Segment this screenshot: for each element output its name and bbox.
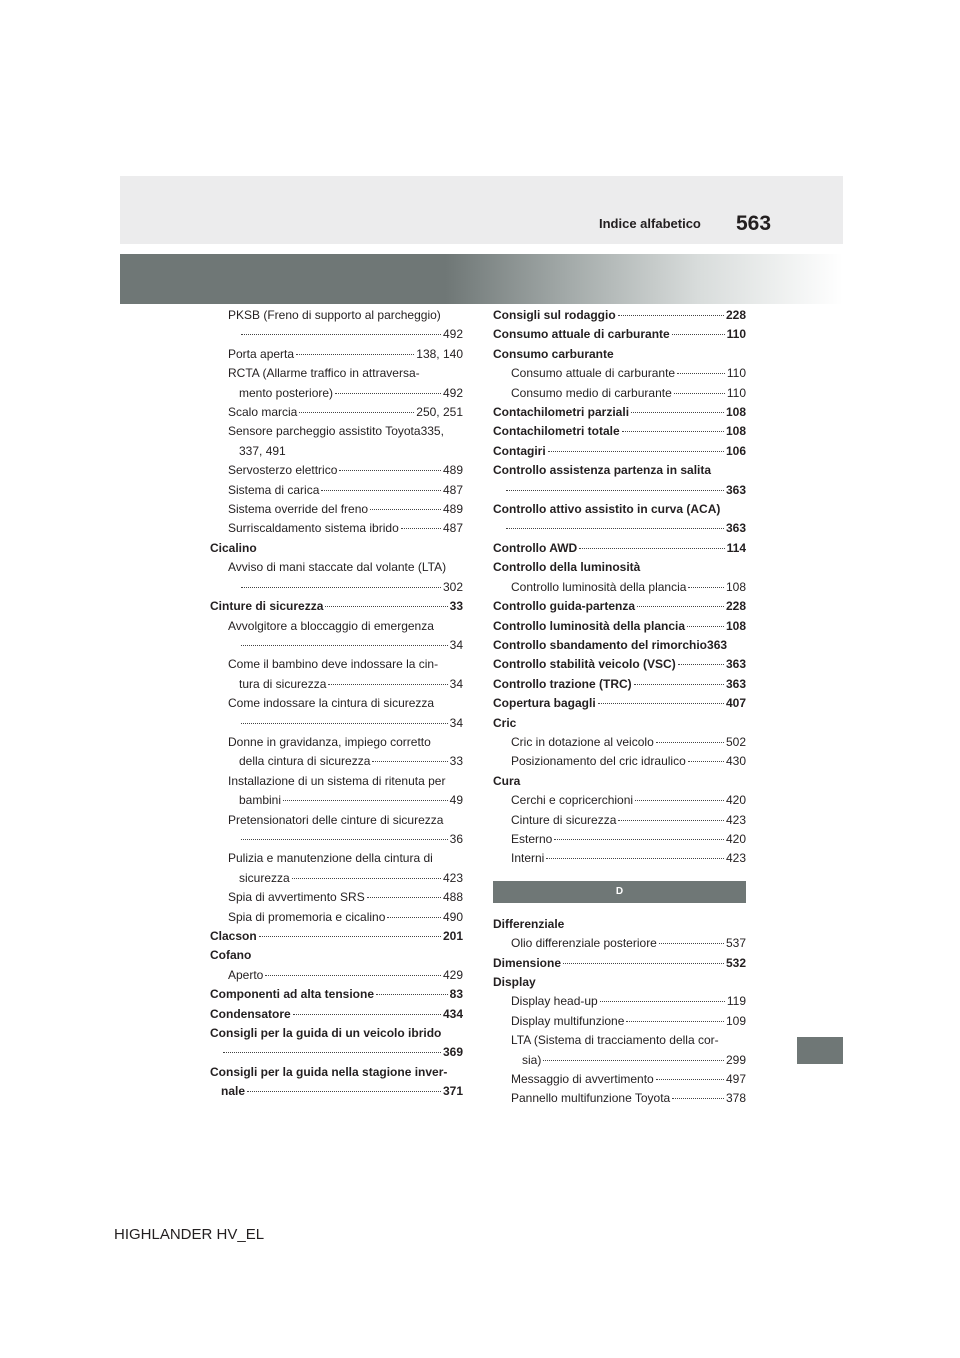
entry-page-ref[interactable]: 228 bbox=[725, 308, 746, 322]
entry-page-ref[interactable]: 250, 251 bbox=[416, 405, 463, 420]
index-subentry bbox=[493, 752, 746, 771]
entry-page-ref[interactable]: 33 bbox=[449, 599, 463, 614]
entry-page-ref[interactable]: 110 bbox=[726, 366, 746, 381]
entry-text: Controllo attivo assistito in curva (ACA) bbox=[493, 502, 721, 517]
entry-text: RCTA (Allarme traffico in attraversa- bbox=[228, 366, 420, 381]
index-subentry bbox=[210, 636, 463, 655]
dot-leader bbox=[678, 664, 724, 665]
entry-page-ref[interactable]: 502 bbox=[725, 734, 746, 749]
index-entry bbox=[493, 636, 746, 655]
index-subentry bbox=[210, 384, 463, 403]
header-gradient-bar bbox=[120, 254, 843, 304]
index-subentry bbox=[493, 791, 746, 810]
index-subentry bbox=[493, 578, 746, 597]
index-entry bbox=[493, 597, 746, 616]
entry-text: Cric in dotazione al veicolo bbox=[511, 734, 654, 749]
index-subentry bbox=[210, 733, 463, 752]
index-subentry bbox=[210, 578, 463, 597]
entry-page-ref[interactable]: 407 bbox=[725, 696, 746, 711]
entry-text: Controllo trazione (TRC) bbox=[493, 676, 632, 691]
index-subentry bbox=[210, 364, 463, 383]
dot-leader bbox=[241, 334, 441, 335]
index-subentry bbox=[210, 811, 463, 830]
entry-page-ref[interactable]: 487 bbox=[442, 521, 463, 536]
entry-text: Servosterzo elettrico bbox=[228, 463, 338, 478]
index-entry bbox=[210, 1005, 463, 1024]
header-band bbox=[120, 176, 843, 244]
dot-leader bbox=[546, 858, 724, 859]
entry-page-ref[interactable]: 492 bbox=[442, 385, 463, 400]
entry-text: Spia di promemoria e cicalino bbox=[228, 909, 386, 924]
entry-text: mento posteriore) bbox=[239, 385, 334, 400]
entry-text: nale bbox=[221, 1084, 246, 1099]
entry-page-ref[interactable]: 371 bbox=[442, 1084, 463, 1099]
entry-text: Pulizia e manutenzione della cintura di bbox=[228, 851, 433, 866]
entry-text: Consigli per la guida nella stagione inver- bbox=[210, 1064, 448, 1079]
entry-text: Dimensione bbox=[493, 955, 562, 970]
entry-page-ref[interactable]: 109 bbox=[725, 1013, 746, 1028]
dot-leader bbox=[387, 917, 441, 918]
index-entry bbox=[210, 1024, 463, 1043]
dot-leader bbox=[637, 606, 724, 607]
index-entry bbox=[493, 519, 746, 538]
section-thumb-tab bbox=[797, 1037, 843, 1064]
index-entry bbox=[210, 927, 463, 946]
index-entry bbox=[493, 714, 746, 733]
dot-leader bbox=[626, 1021, 724, 1022]
entry-text: Copertura bagagli bbox=[493, 696, 596, 711]
entry-page-ref[interactable]: 299 bbox=[725, 1052, 746, 1067]
entry-text: 337, 491 bbox=[239, 443, 286, 458]
dot-leader bbox=[293, 1014, 441, 1015]
entry-text: Pretensionatori delle cinture di sicurezza bbox=[228, 812, 444, 827]
entry-text: Cinture di sicurezza bbox=[511, 812, 617, 827]
index-entry bbox=[493, 500, 746, 519]
entry-text: Donne in gravidanza, impiego corretto bbox=[228, 734, 431, 749]
index-subentry bbox=[493, 934, 746, 953]
index-entry bbox=[210, 1043, 463, 1062]
entry-text: Avvolgitore a bloccaggio di emergenza bbox=[228, 618, 434, 633]
dot-leader bbox=[688, 761, 724, 762]
entry-page-ref[interactable]: 108 bbox=[725, 424, 746, 439]
index-subentry bbox=[493, 849, 746, 868]
dot-leader bbox=[241, 839, 448, 840]
page-number: 563 bbox=[736, 212, 772, 235]
index-entry bbox=[493, 325, 746, 344]
entry-page-ref[interactable]: 434 bbox=[442, 1006, 463, 1021]
entry-page-ref[interactable]: 429 bbox=[442, 967, 463, 982]
entry-text: Surriscaldamento sistema ibrido bbox=[228, 521, 399, 536]
dot-leader bbox=[335, 393, 441, 394]
dot-leader bbox=[292, 878, 441, 879]
entry-page-ref[interactable]: 369 bbox=[442, 1045, 463, 1060]
dot-leader bbox=[325, 606, 447, 607]
entry-page-ref[interactable]: 537 bbox=[725, 936, 746, 951]
entry-text: Controllo luminosità della plancia bbox=[511, 579, 687, 594]
index-entry bbox=[493, 915, 746, 934]
dot-leader bbox=[554, 839, 724, 840]
dot-leader bbox=[283, 800, 448, 801]
entry-page-ref[interactable]: 201 bbox=[442, 929, 463, 943]
index-subentry bbox=[210, 869, 463, 888]
entry-page-ref[interactable]: 36 bbox=[449, 831, 463, 846]
index-subentry bbox=[493, 1051, 746, 1070]
dot-leader bbox=[241, 645, 448, 646]
entry-text: Interni bbox=[511, 851, 545, 866]
entry-text: Consumo medio di carburante bbox=[511, 385, 672, 400]
dot-leader bbox=[247, 1091, 441, 1092]
index-entry bbox=[210, 539, 463, 558]
index-entry bbox=[493, 539, 746, 558]
dot-leader bbox=[241, 723, 448, 724]
index-column-left bbox=[210, 306, 463, 1102]
index-entry bbox=[210, 1063, 463, 1082]
entry-page-ref[interactable]: 363 bbox=[725, 657, 746, 672]
index-entry bbox=[493, 403, 746, 422]
entry-text: Scalo marcia bbox=[228, 405, 298, 420]
index-entry bbox=[493, 617, 746, 636]
entry-text: Cinture di sicurezza bbox=[210, 599, 324, 614]
entry-text: Cerchi e copricerchioni bbox=[511, 793, 634, 808]
entry-page-ref[interactable]: 363 bbox=[725, 482, 746, 497]
entry-text: bambini bbox=[239, 793, 282, 808]
entry-page-ref[interactable]: 489 bbox=[442, 502, 463, 517]
index-entry bbox=[493, 675, 746, 694]
dot-leader bbox=[506, 528, 724, 529]
entry-text: Contagiri bbox=[493, 443, 546, 458]
entry-text: sicurezza bbox=[239, 870, 290, 885]
entry-text: Cofano bbox=[210, 948, 252, 963]
entry-page-ref[interactable]: 423 bbox=[725, 851, 746, 866]
dot-leader bbox=[618, 820, 724, 821]
dot-leader bbox=[656, 1079, 724, 1080]
entry-text: Controllo AWD bbox=[493, 540, 578, 555]
index-entry bbox=[493, 422, 746, 441]
entry-text: Controllo luminosità della plancia bbox=[493, 618, 686, 633]
index-subentry bbox=[493, 1031, 746, 1050]
entry-page-ref[interactable]: 108 bbox=[725, 579, 746, 594]
entry-text: Sistema di carica bbox=[228, 482, 320, 497]
index-subentry bbox=[493, 811, 746, 830]
index-entry bbox=[493, 345, 746, 364]
dot-leader bbox=[674, 393, 725, 394]
entry-page-ref[interactable]: 420 bbox=[725, 831, 746, 846]
index-entry bbox=[493, 954, 746, 973]
entry-text: Controllo sbandamento del rimorchio363 bbox=[493, 637, 728, 652]
entry-page-ref[interactable]: 420 bbox=[725, 793, 746, 808]
dot-leader bbox=[259, 936, 441, 937]
entry-text: Esterno bbox=[511, 831, 553, 846]
index-entry bbox=[210, 985, 463, 1004]
dot-leader bbox=[656, 742, 724, 743]
section-title: Indice alfabetico bbox=[599, 216, 701, 231]
entry-page-ref[interactable]: 114 bbox=[726, 540, 746, 555]
entry-page-ref[interactable]: 430 bbox=[725, 754, 746, 769]
dot-leader bbox=[223, 1052, 441, 1053]
index-subentry bbox=[493, 1012, 746, 1031]
index-entry bbox=[493, 655, 746, 674]
dot-leader bbox=[600, 1001, 725, 1002]
entry-page-ref[interactable]: 106 bbox=[725, 443, 746, 458]
index-subentry bbox=[210, 791, 463, 810]
entry-page-ref[interactable]: 378 bbox=[725, 1091, 746, 1106]
dot-leader bbox=[677, 373, 725, 374]
entry-text: Condensatore bbox=[210, 1006, 291, 1021]
index-subentry bbox=[210, 908, 463, 927]
entry-text: Consumo carburante bbox=[493, 346, 614, 361]
index-entry bbox=[493, 558, 746, 577]
index-column-right bbox=[493, 306, 746, 1109]
index-subentry bbox=[210, 752, 463, 771]
index-subentry bbox=[210, 558, 463, 577]
dot-leader bbox=[372, 761, 447, 762]
index-subentry bbox=[210, 714, 463, 733]
footer-model: HIGHLANDER HV_EL bbox=[114, 1226, 265, 1243]
entry-text: Porta aperta bbox=[228, 346, 295, 361]
dot-leader bbox=[401, 528, 441, 529]
entry-page-ref[interactable]: 302 bbox=[442, 579, 463, 594]
index-subentry bbox=[210, 966, 463, 985]
dot-leader bbox=[598, 703, 724, 704]
entry-page-ref[interactable]: 532 bbox=[725, 955, 746, 970]
entry-text: Display bbox=[493, 975, 536, 989]
dot-leader bbox=[367, 897, 441, 898]
entry-page-ref[interactable]: 228 bbox=[725, 599, 746, 614]
entry-page-ref[interactable]: 49 bbox=[449, 793, 463, 808]
entry-page-ref[interactable]: 33 bbox=[449, 754, 463, 769]
entry-page-ref[interactable]: 492 bbox=[442, 327, 463, 342]
entry-page-ref[interactable]: 363 bbox=[725, 676, 746, 691]
entry-text: Componenti ad alta tensione bbox=[210, 987, 375, 1002]
entry-text: PKSB (Freno di supporto al parcheggio) bbox=[228, 308, 441, 322]
dot-leader bbox=[622, 431, 724, 432]
index-subentry bbox=[210, 306, 463, 325]
entry-text: Aperto bbox=[228, 967, 264, 982]
entry-text: Consigli per la guida di un veicolo ibrido bbox=[210, 1026, 442, 1041]
entry-text: sia) bbox=[522, 1052, 542, 1067]
dot-leader bbox=[296, 354, 414, 355]
entry-page-ref[interactable]: 489 bbox=[442, 463, 463, 478]
entry-page-ref[interactable]: 363 bbox=[725, 521, 746, 536]
entry-text: Cric bbox=[493, 715, 517, 730]
entry-text: Display head-up bbox=[511, 994, 598, 1009]
index-subentry bbox=[210, 345, 463, 364]
dot-leader bbox=[631, 412, 724, 413]
entry-page-ref[interactable]: 497 bbox=[725, 1072, 746, 1087]
index-entry bbox=[493, 772, 746, 791]
dot-leader bbox=[618, 315, 724, 316]
entry-page-ref[interactable]: 423 bbox=[725, 812, 746, 827]
entry-page-ref[interactable]: 83 bbox=[449, 987, 463, 1002]
dot-leader bbox=[688, 587, 724, 588]
entry-page-ref[interactable]: 34 bbox=[449, 637, 463, 652]
dot-leader bbox=[376, 994, 448, 995]
index-entry bbox=[493, 306, 746, 325]
dot-leader bbox=[563, 963, 724, 964]
entry-text: Controllo della luminosità bbox=[493, 560, 641, 575]
index-entry bbox=[493, 694, 746, 713]
entry-page-ref[interactable]: 487 bbox=[442, 482, 463, 497]
dot-leader bbox=[339, 470, 441, 471]
index-subentry bbox=[210, 617, 463, 636]
index-subentry bbox=[210, 675, 463, 694]
dot-leader bbox=[543, 1060, 724, 1061]
entry-text: Come indossare la cintura di sicurezza bbox=[228, 696, 435, 711]
entry-text: Contachilometri totale bbox=[493, 424, 620, 439]
index-entry bbox=[210, 597, 463, 616]
entry-page-ref[interactable]: 34 bbox=[449, 715, 463, 730]
entry-text: Avviso di mani staccate dal volante (LTA) bbox=[228, 560, 447, 575]
index-subentry bbox=[210, 849, 463, 868]
entry-text: Differenziale bbox=[493, 916, 565, 931]
entry-text: Sistema override del freno bbox=[228, 502, 369, 517]
entry-page-ref[interactable]: 34 bbox=[449, 676, 463, 691]
index-subentry bbox=[210, 481, 463, 500]
entry-text: Controllo guida-partenza bbox=[493, 599, 635, 614]
dot-leader bbox=[299, 412, 414, 413]
index-subentry bbox=[493, 1070, 746, 1089]
dot-leader bbox=[659, 943, 724, 944]
dot-leader bbox=[672, 1098, 724, 1099]
entry-text: Sensore parcheggio assistito Toyota335, bbox=[228, 424, 444, 439]
index-subentry bbox=[493, 992, 746, 1011]
entry-text: Come il bambino deve indossare la cin- bbox=[228, 657, 439, 672]
index-subentry bbox=[210, 422, 463, 441]
entry-page-ref[interactable]: 423 bbox=[442, 870, 463, 885]
entry-text: Messaggio di avvertimento bbox=[511, 1072, 654, 1087]
index-subentry bbox=[493, 733, 746, 752]
index-entry bbox=[210, 946, 463, 965]
entry-text: Cicalino bbox=[210, 540, 257, 555]
dot-leader bbox=[672, 334, 725, 335]
index-subentry bbox=[210, 325, 463, 344]
dot-leader bbox=[548, 451, 724, 452]
index-subentry bbox=[210, 655, 463, 674]
dot-leader bbox=[687, 626, 724, 627]
index-subentry bbox=[210, 519, 463, 538]
index-subentry bbox=[210, 830, 463, 849]
dot-leader bbox=[635, 800, 724, 801]
entry-page-ref[interactable]: 108 bbox=[725, 405, 746, 420]
entry-text: Cura bbox=[493, 773, 521, 788]
entry-text: Controllo stabilità veicolo (VSC) bbox=[493, 657, 676, 672]
index-entry bbox=[493, 461, 746, 480]
index-subentry bbox=[493, 1089, 746, 1108]
index-subentry bbox=[210, 442, 463, 461]
index-subentry bbox=[210, 403, 463, 422]
entry-text: Consumo attuale di carburante bbox=[493, 327, 670, 342]
entry-text: Spia di avvertimento SRS bbox=[228, 890, 365, 905]
dot-leader bbox=[241, 587, 441, 588]
entry-page-ref[interactable]: 110 bbox=[726, 327, 746, 342]
index-subentry bbox=[210, 694, 463, 713]
entry-page-ref[interactable]: 490 bbox=[442, 909, 463, 924]
entry-text: Clacson bbox=[210, 929, 257, 943]
entry-text: Consumo attuale di carburante bbox=[511, 366, 676, 381]
entry-text: Display multifunzione bbox=[511, 1013, 625, 1028]
entry-page-ref[interactable]: 110 bbox=[726, 385, 746, 400]
index-letter-heading: D bbox=[493, 881, 746, 903]
dot-leader bbox=[328, 684, 447, 685]
entry-text: Posizionamento del cric idraulico bbox=[511, 754, 686, 769]
entry-text: Pannello multifunzione Toyota bbox=[511, 1091, 671, 1106]
entry-text: Contachilometri parziali bbox=[493, 405, 630, 420]
dot-leader bbox=[579, 548, 724, 549]
index-subentry bbox=[493, 384, 746, 403]
index-entry bbox=[210, 1082, 463, 1101]
index-subentry bbox=[210, 500, 463, 519]
index-entry bbox=[493, 973, 746, 992]
dot-leader bbox=[265, 975, 441, 976]
entry-text: Consigli sul rodaggio bbox=[493, 308, 616, 322]
index-entry bbox=[493, 481, 746, 500]
dot-leader bbox=[634, 684, 724, 685]
entry-page-ref[interactable]: 488 bbox=[442, 890, 463, 905]
dot-leader bbox=[370, 509, 441, 510]
entry-page-ref[interactable]: 119 bbox=[726, 994, 746, 1009]
entry-page-ref[interactable]: 108 bbox=[725, 618, 746, 633]
entry-text: Controllo assistenza partenza in salita bbox=[493, 463, 712, 478]
index-entry bbox=[493, 442, 746, 461]
entry-text: Installazione di un sistema di ritenuta per bbox=[228, 773, 446, 788]
entry-text: LTA (Sistema di tracciamento della cor- bbox=[511, 1033, 719, 1048]
dot-leader bbox=[321, 490, 441, 491]
index-subentry bbox=[493, 364, 746, 383]
index-subentry bbox=[493, 830, 746, 849]
entry-text: Olio differenziale posteriore bbox=[511, 936, 657, 951]
index-subentry bbox=[210, 888, 463, 907]
dot-leader bbox=[506, 490, 724, 491]
index-subentry bbox=[210, 772, 463, 791]
entry-text: tura di sicurezza bbox=[239, 676, 327, 691]
entry-page-ref[interactable]: 138, 140 bbox=[416, 346, 463, 361]
index-subentry bbox=[210, 461, 463, 480]
entry-text: della cintura di sicurezza bbox=[239, 754, 371, 769]
